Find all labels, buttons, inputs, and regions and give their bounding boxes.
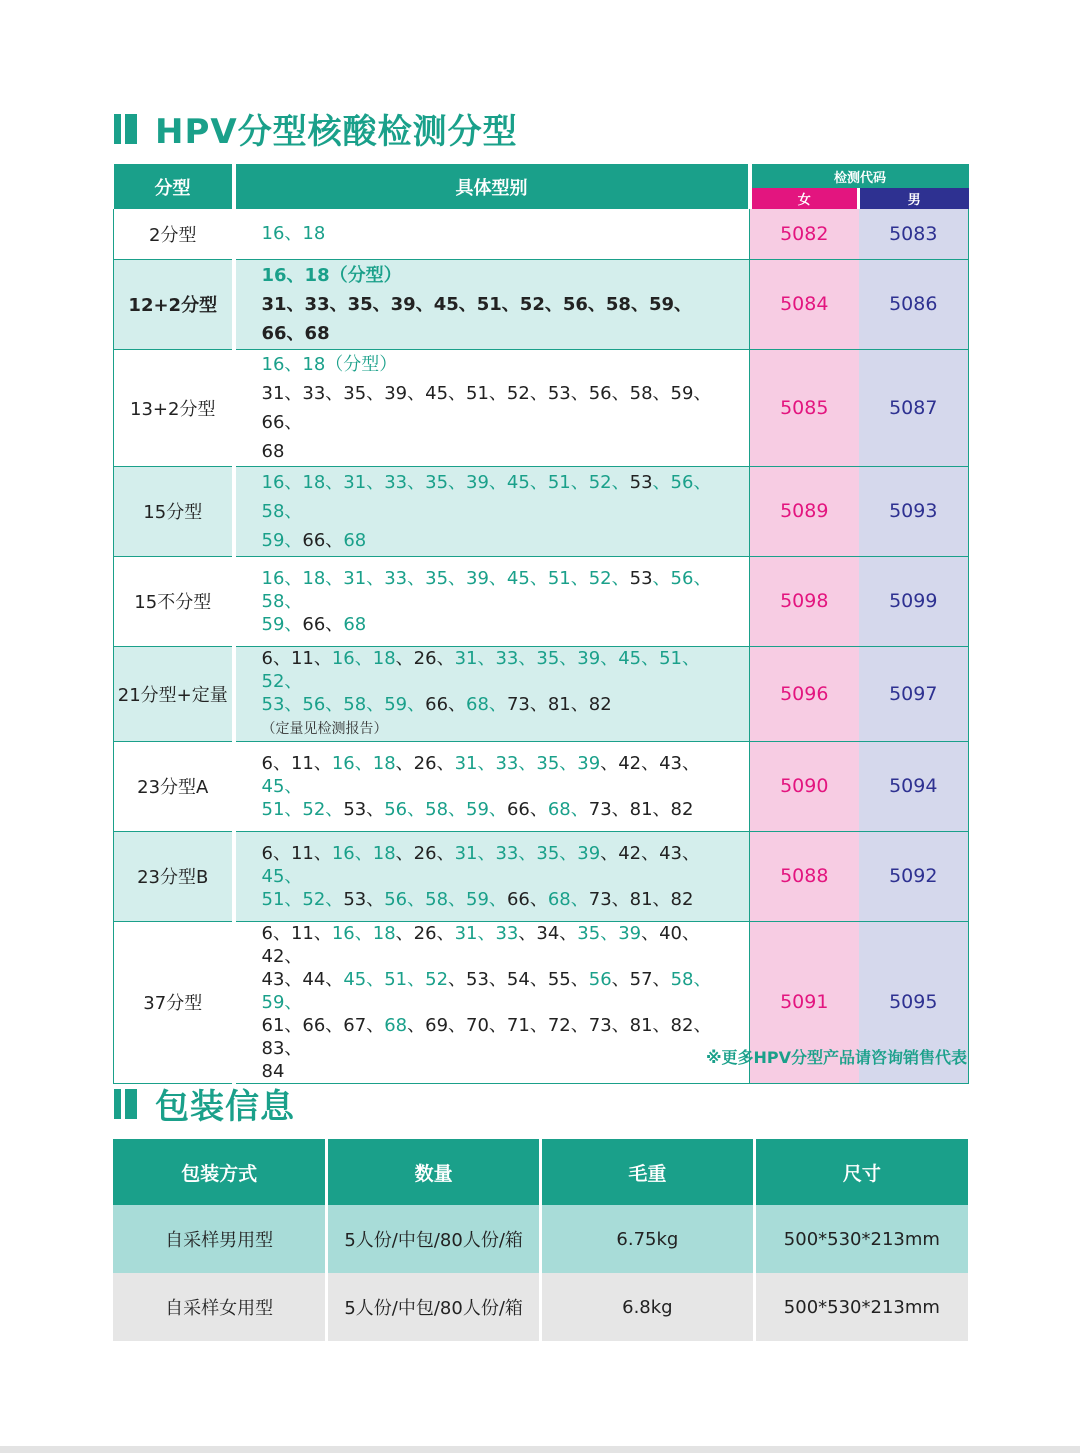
detail-segment: （定量见检测报告） — [261, 720, 388, 737]
male-code: 5083 — [859, 209, 969, 259]
detail-line — [262, 798, 736, 821]
male-code: 5092 — [859, 831, 969, 921]
male-code: 5099 — [859, 556, 969, 646]
type-cell: 12+2分型 — [114, 259, 234, 349]
detail-segment: 16、18 — [261, 223, 326, 245]
type-cell: 37分型 — [114, 921, 234, 1083]
detail-segment: 73、81、82 — [588, 798, 694, 820]
bottom-divider — [0, 1446, 1080, 1453]
detail-line — [262, 888, 736, 911]
detail-segment: 、69、70、71、72、73、81、82、83、 — [261, 1014, 712, 1059]
table-row — [114, 209, 969, 259]
detail-line — [262, 1060, 736, 1083]
detail-segment: 16、18（分型） — [261, 264, 402, 286]
section-title-text: HPV分型核酸检测分型 — [155, 112, 518, 152]
table-row — [114, 349, 969, 466]
header-male: 男 — [859, 188, 969, 209]
detail-segment: 、34、 — [518, 922, 578, 944]
type-cell: 15不分型 — [114, 556, 234, 646]
detail-line — [262, 468, 736, 526]
detail-segment: 31、33、35、39 — [454, 842, 601, 864]
detail-segment: 45、51、52 — [343, 968, 449, 990]
detail-segment: 56、58、59、 — [384, 888, 507, 910]
detail-segment: 66、 — [506, 798, 548, 820]
detail-segment: 、57、 — [611, 968, 671, 990]
detail-segment: 6、11、 — [261, 922, 332, 944]
detail-segment: 66、 — [506, 888, 548, 910]
detail-segment: 68 — [343, 529, 367, 551]
detail-line — [262, 567, 736, 613]
detail-line — [262, 350, 736, 379]
male-code: 5094 — [859, 741, 969, 831]
pack-header: 毛重 — [541, 1139, 755, 1205]
detail-cell — [234, 259, 750, 349]
type-cell: 23分型A — [114, 741, 234, 831]
detail-segment: 66、 — [425, 693, 467, 715]
female-code: 5088 — [750, 831, 859, 921]
section-title-hpv — [114, 104, 518, 153]
detail-segment: 、26、 — [395, 752, 455, 774]
detail-segment: 16、18 — [331, 922, 396, 944]
detail-line — [262, 261, 736, 290]
detail-line — [262, 922, 736, 968]
section-title-text: 包装信息 — [155, 1087, 295, 1127]
pack-cell: 500*530*213mm — [754, 1273, 968, 1341]
detail-segment: 31、33、35、39、45、51、52、 — [261, 647, 701, 692]
header-female: 女 — [750, 188, 859, 209]
female-code: 5096 — [750, 646, 859, 741]
detail-segment: 51、52、 — [261, 888, 344, 910]
detail-line — [262, 1014, 736, 1060]
detail-line — [262, 842, 736, 888]
detail-segment: 6、11、 — [261, 752, 332, 774]
male-code: 5095 — [859, 921, 969, 1083]
pack-cell: 6.8kg — [541, 1273, 755, 1341]
table-row — [114, 831, 969, 921]
female-code: 5082 — [750, 209, 859, 259]
detail-segment: 35、39 — [577, 922, 642, 944]
footnote: ※更多HPV分型产品请咨询销售代表 — [705, 1048, 967, 1067]
detail-segment: 53、 — [343, 798, 385, 820]
type-cell: 15分型 — [114, 466, 234, 556]
detail-segment: 45、 — [261, 775, 303, 797]
title-bar-icon — [114, 114, 137, 144]
detail-segment: 43、44、 — [261, 968, 344, 990]
detail-segment: 68 — [343, 613, 367, 635]
title-bar-icon — [114, 1089, 137, 1119]
detail-segment: 31、33、35、39、45、51、52、53、56、58、59、66、 — [261, 382, 712, 433]
table-row — [113, 1205, 968, 1273]
detail-segment: 6、11、 — [261, 647, 332, 669]
type-cell: 21分型+定量 — [114, 646, 234, 741]
detail-segment: 56、58、59、 — [384, 798, 507, 820]
detail-cell — [234, 349, 750, 466]
detail-segment: 68 — [384, 1014, 408, 1036]
detail-segment: 45、 — [261, 865, 303, 887]
male-code: 5087 — [859, 349, 969, 466]
male-code: 5097 — [859, 646, 969, 741]
detail-segment: 61、66、67、 — [261, 1014, 385, 1036]
detail-segment: 68、 — [466, 693, 507, 715]
detail-line — [262, 526, 736, 555]
detail-segment: 73、81、82 — [506, 693, 612, 715]
detail-segment: 51、52、 — [261, 798, 344, 820]
type-cell: 23分型B — [114, 831, 234, 921]
detail-segment: 16、18、31、33、35、39、45、51、52、 — [261, 471, 630, 493]
packaging-table — [113, 1139, 968, 1341]
detail-segment: 16、18、31、33、35、39、45、51、52、 — [261, 567, 630, 589]
detail-line — [262, 290, 736, 348]
header-detail: 具体型别 — [234, 164, 750, 209]
pack-cell: 6.75kg — [541, 1205, 755, 1273]
detail-segment: 16、18（分型） — [261, 353, 398, 375]
detail-segment: 53、 — [343, 888, 385, 910]
detail-segment: 、26、 — [395, 647, 455, 669]
detail-segment: 68 — [261, 440, 285, 462]
detail-line — [262, 613, 736, 636]
detail-segment: 16、18 — [331, 842, 396, 864]
table-row — [114, 741, 969, 831]
table-row — [113, 1273, 968, 1341]
pack-cell: 自采样男用型 — [113, 1205, 327, 1273]
detail-segment: 56 — [588, 968, 612, 990]
female-code: 5090 — [750, 741, 859, 831]
detail-line — [262, 379, 736, 437]
table-row — [114, 259, 969, 349]
detail-segment: 53 — [629, 471, 653, 493]
pack-cell: 自采样女用型 — [113, 1273, 327, 1341]
header-code: 检测代码 — [750, 164, 969, 188]
female-code: 5098 — [750, 556, 859, 646]
section-title-packaging — [114, 1079, 295, 1128]
female-code: 5084 — [750, 259, 859, 349]
detail-line — [262, 219, 736, 248]
detail-segment: 、53、54、55、 — [448, 968, 589, 990]
detail-segment: 、56、58、 — [261, 471, 712, 522]
detail-segment: 66、 — [302, 613, 344, 635]
detail-segment: 53、56、58、59、 — [261, 693, 426, 715]
detail-segment: 59、 — [261, 613, 303, 635]
male-code: 5086 — [859, 259, 969, 349]
detail-cell — [234, 556, 750, 646]
female-code: 5085 — [750, 349, 859, 466]
detail-cell — [234, 209, 750, 259]
pack-header: 包装方式 — [113, 1139, 327, 1205]
male-code: 5093 — [859, 466, 969, 556]
table-row — [114, 556, 969, 646]
detail-segment: 16、18 — [331, 752, 396, 774]
detail-segment: 、42、43、 — [600, 752, 701, 774]
detail-segment: 31、33、35、39 — [454, 752, 601, 774]
detail-cell — [234, 921, 750, 1083]
pack-header: 数量 — [327, 1139, 541, 1205]
type-cell: 13+2分型 — [114, 349, 234, 466]
detail-segment: 73、81、82 — [588, 888, 694, 910]
detail-line — [262, 693, 736, 741]
detail-cell — [234, 466, 750, 556]
detail-cell — [234, 831, 750, 921]
detail-segment: 68、 — [547, 798, 589, 820]
detail-cell — [234, 646, 750, 741]
detail-segment: 、40、42、 — [261, 922, 701, 967]
detail-segment: 68、 — [547, 888, 589, 910]
detail-segment: 31、33、35、39、45、51、52、56、58、59、66、68 — [261, 293, 692, 344]
detail-segment: 6、11、 — [261, 842, 332, 864]
detail-segment: 66、 — [302, 529, 344, 551]
pack-cell: 500*530*213mm — [754, 1205, 968, 1273]
detail-line — [262, 647, 736, 693]
detail-segment: 16、18 — [331, 647, 396, 669]
table-row — [114, 646, 969, 741]
detail-segment: 、26、 — [395, 922, 455, 944]
female-code: 5091 — [750, 921, 859, 1083]
detail-segment: 、26、 — [395, 842, 455, 864]
detail-segment: 59、 — [261, 529, 303, 551]
pack-cell: 5人份/中包/80人份/箱 — [327, 1273, 541, 1341]
pack-cell: 5人份/中包/80人份/箱 — [327, 1205, 541, 1273]
detail-segment: 53 — [629, 567, 653, 589]
female-code: 5089 — [750, 466, 859, 556]
detail-cell — [234, 741, 750, 831]
detail-segment: 84 — [261, 1060, 285, 1082]
header-type: 分型 — [114, 164, 234, 209]
detail-segment: 31、33 — [454, 922, 519, 944]
detail-segment: 、56、58、 — [261, 567, 712, 612]
pack-header: 尺寸 — [754, 1139, 968, 1205]
type-cell: 2分型 — [114, 209, 234, 259]
table-row — [114, 466, 969, 556]
hpv-type-table — [113, 164, 969, 1084]
detail-line — [262, 968, 736, 1014]
detail-segment: 58、59、 — [261, 968, 712, 1013]
detail-line — [262, 752, 736, 798]
detail-segment: 、42、43、 — [600, 842, 701, 864]
detail-line — [262, 437, 736, 466]
